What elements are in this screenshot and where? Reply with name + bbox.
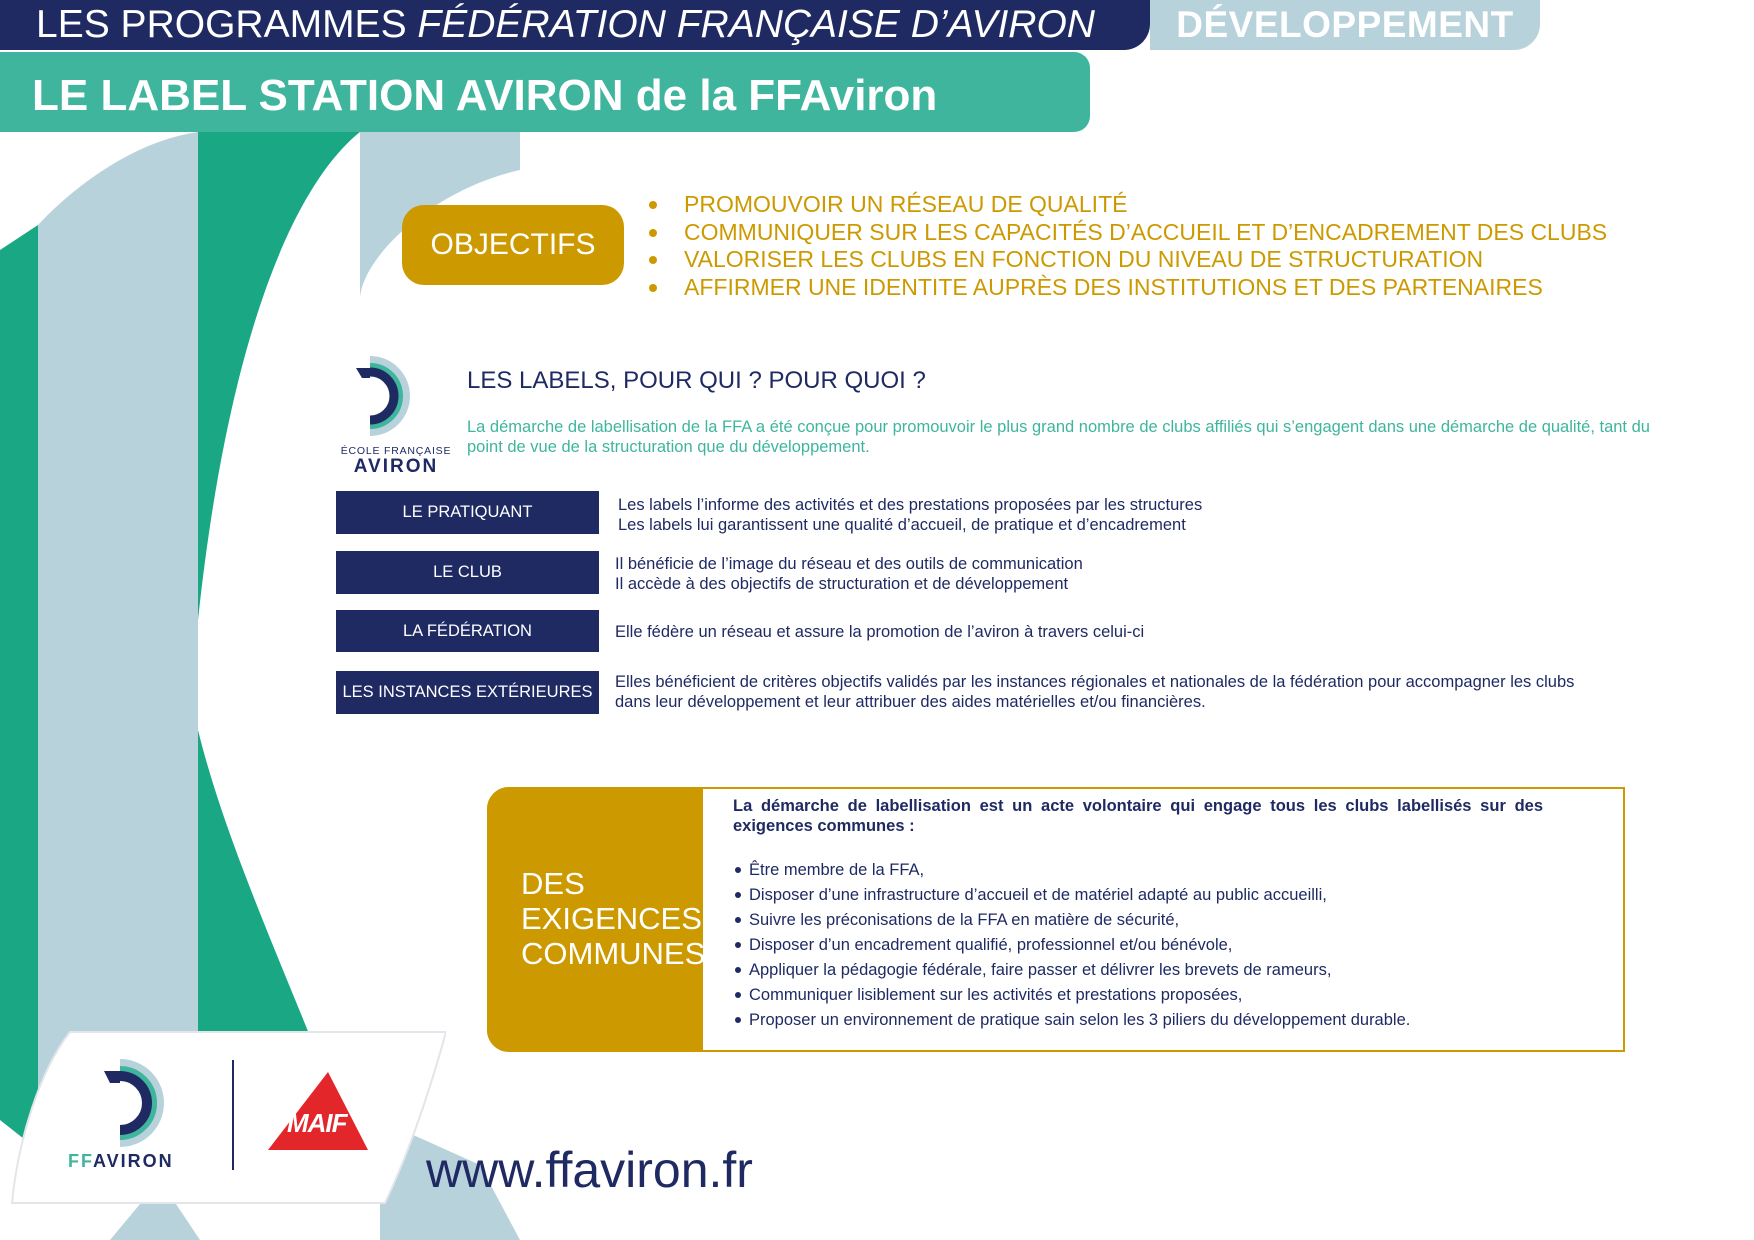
- exigence-item: Suivre les préconisations de la FFA en matière de sécurité,: [733, 908, 1410, 933]
- ffaviron-logo-prefix: FF: [68, 1151, 93, 1171]
- row-desc-line: dans leur développement et leur attribuer des aides matérielles et/ou financières.: [615, 693, 1206, 711]
- objectif-item: PROMOUVOIR UN RÉSEAU DE QUALITÉ: [646, 191, 1607, 219]
- section-tab-developpement: DÉVELOPPEMENT: [1150, 0, 1540, 50]
- exigence-item: Communiquer lisiblement sur les activités et prestations proposées,: [733, 983, 1410, 1008]
- objectifs-list: [646, 191, 1607, 301]
- exigences-title: [521, 866, 706, 971]
- row-desc-line: Les labels l’informe des activités et des prestations proposées par les structures: [618, 496, 1203, 514]
- decor-stripe-lightblue-outer: [38, 132, 198, 1165]
- programmes-header: [0, 0, 1150, 50]
- exigences-title-line: EXIGENCES: [521, 901, 702, 936]
- exigence-item: Disposer d’une infrastructure d’accueil et de matériel adapté au public accueilli,: [733, 883, 1410, 908]
- footer-separator: [232, 1060, 234, 1170]
- programmes-org: FÉDÉRATION FRANÇAISE D’AVIRON: [417, 3, 1095, 46]
- row-desc-pratiquant: [618, 495, 1202, 535]
- row-desc-club: [615, 554, 1083, 594]
- ecole-logo-top-text: ÉCOLE FRANÇAISE: [340, 445, 452, 457]
- ecole-logo-main-text: AVIRON: [353, 456, 439, 475]
- objectifs-badge: OBJECTIFS: [402, 205, 624, 285]
- row-desc-line: Elles bénéficient de critères objectifs validés par les instances régionales et nationales de la fédération pour accompagner les clubs: [615, 673, 1575, 691]
- objectif-item: VALORISER LES CLUBS EN FONCTION DU NIVEAU DE STRUCTURATION: [646, 246, 1607, 274]
- footer-logo-card: [10, 1030, 446, 1205]
- row-desc-line: Il bénéficie de l’image du réseau et des outils de communication: [615, 555, 1083, 573]
- exigence-item: Disposer d’un encadrement qualifié, professionnel et/ou bénévole,: [733, 933, 1410, 958]
- row-desc-line: Les labels lui garantissent une qualité d’accueil, de pratique et d’encadrement: [618, 516, 1186, 534]
- objectif-item: AFFIRMER UNE IDENTITE AUPRÈS DES INSTITUTIONS ET DES PARTENAIRES: [646, 274, 1607, 302]
- labels-section-title: LES LABELS, POUR QUI ? POUR QUOI ?: [467, 367, 926, 394]
- programmes-prefix: LES PROGRAMMES: [36, 3, 418, 46]
- objectif-item: COMMUNIQUER SUR LES CAPACITÉS D’ACCUEIL ET D’ENCADREMENT DES CLUBS: [646, 219, 1607, 247]
- row-label-federation: LA FÉDÉRATION: [336, 610, 599, 652]
- page-title: LE LABEL STATION AVIRON de la FFAviron: [0, 52, 1090, 132]
- decor-stripe-teal-outer: [0, 225, 38, 1150]
- row-label-instances: LES INSTANCES EXTÉRIEURES: [336, 671, 599, 714]
- website-link[interactable]: www.ffaviron.fr: [426, 1142, 753, 1198]
- row-label-pratiquant: LE PRATIQUANT: [336, 491, 599, 534]
- row-desc-instances: [615, 672, 1574, 712]
- exigence-item: Proposer un environnement de pratique sain selon les 3 piliers du développement durable.: [733, 1008, 1410, 1033]
- ffaviron-logo-suffix: AVIRON: [93, 1151, 174, 1171]
- ffaviron-logo-icon: [90, 1055, 190, 1155]
- exigences-title-line: COMMUNES: [521, 936, 706, 971]
- row-desc-line: Elle fédère un réseau et assure la promotion de l’aviron à travers celui-ci: [615, 623, 1145, 641]
- exigences-title-line: DES: [521, 866, 585, 901]
- row-desc-federation: [615, 622, 1144, 642]
- exigences-list: [733, 858, 1410, 1033]
- exigence-item: Appliquer la pédagogie fédérale, faire passer et délivrer les brevets de rameurs,: [733, 958, 1410, 983]
- exigences-intro: La démarche de labellisation est un acte volontaire qui engage tous les clubs labellisés sur des exigences communes :: [733, 797, 1543, 835]
- labels-section-description: La démarche de labellisation de la FFA a été conçue pour promouvoir le plus grand nombre de clubs affiliés qui s’engagent dans une démarche de qualité, tant du point de vue de la structuration que du développement.: [467, 418, 1650, 456]
- row-label-club: LE CLUB: [336, 551, 599, 594]
- exigence-item: Être membre de la FFA,: [733, 858, 1410, 883]
- ffaviron-logo-text: [68, 1151, 174, 1172]
- row-desc-line: Il accède à des objectifs de structuration et de développement: [615, 575, 1069, 593]
- maif-logo-text: MAIF: [287, 1108, 347, 1138]
- ecole-francaise-aviron-logo: [336, 350, 456, 475]
